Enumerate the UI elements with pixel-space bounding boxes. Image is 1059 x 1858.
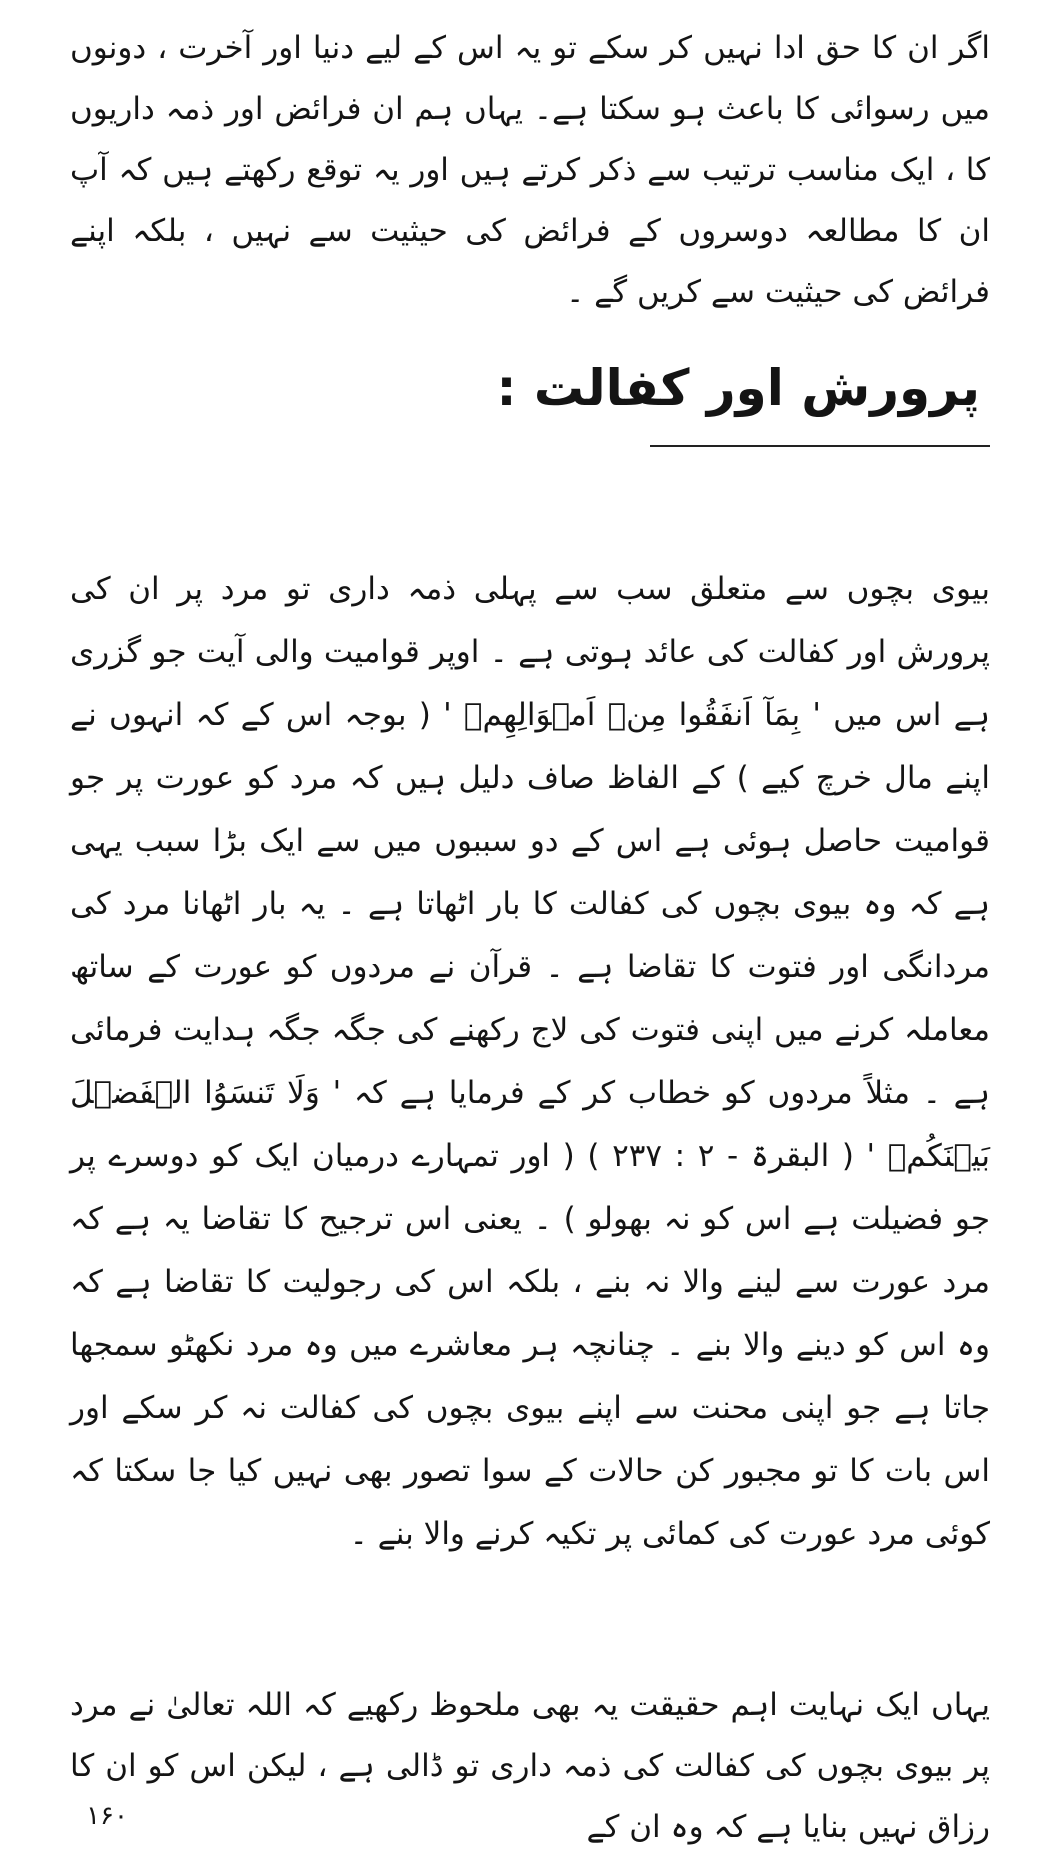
intro-paragraph: اگر ان کا حق ادا نہیں کر سکے تو یہ اس کے لیے دنیا اور آخرت ، دونوں میں رسوائی کا باعث ہو سکتا ہے۔ یہاں ہم ان فرائض اور ذمہ داریوں کا ، ایک مناسب ترتیب سے ذکر کرتے ہیں اور یہ توقع رکھتے ہیں کہ آپ ان کا مطالعہ دوسروں کے فرائض کی حیثیت سے نہیں ، بلکہ اپنے فرائض کی حیثیت سے کریں گے ۔ [70,30,990,310]
main-paragraph: بیوی بچوں سے متعلق سب سے پہلی ذمہ داری تو مرد پر ان کی پرورش اور کفالت کی عائد ہوتی ہے ۔ اوپر قوامیت والی آیت جو گزری ہے اس میں ' بِمَآ اَنفَقُوا مِنۡ اَمۡوَالِهِمۡ ' ( بوجہ اس کے کہ انہوں نے اپنے مال خرچ کیے ) کے الفاظ صاف دلیل ہیں کہ مرد کو عورت پر جو قوامیت حاصل ہوئی ہے اس کے دو سببوں میں سے ایک بڑا سبب یہی ہے کہ وہ بیوی بچوں کی کفالت کا بار اٹھاتا ہے ۔ یہ بار اٹھانا مرد کی مردانگی اور فتوت کا تقاضا ہے ۔ قرآن نے مردوں کو عورت کے ساتھ معاملہ کرنے میں اپنی فتوت کی لاج رکھنے کی جگہ جگہ ہدایت فرمائی ہے ۔ مثلاً مردوں کو خطاب کر کے فرمایا ہے کہ ' وَلَا تَنسَوُا الۡفَضۡلَ بَيۡنَكُمۡ ' ( البقرۃ - ۲ : ۲۳۷ ) ( اور تمہارے درمیان ایک کو دوسرے پر جو فضیلت ہے اس کو نہ بھولو ) ۔ یعنی اس ترجیح کا تقاضا یہ ہے کہ مرد عورت سے لینے والا نہ بنے ، بلکہ اس کی رجولیت کا تقاضا ہے کہ وہ اس کو دینے والا بنے ۔ چنانچہ ہر معاشرے میں وہ مرد نکھٹو سمجھا جاتا ہے جو اپنی محنت سے اپنے بیوی بچوں کی کفالت نہ کر سکے اور اس بات کا تو مجبور کن حالات کے سوا تصور بھی نہیں کیا جا سکتا کہ کوئی مرد عورت کی کمائی پر تکیہ کرنے والا بنے ۔ [70,571,990,1552]
closing-paragraph: یہاں ایک نہایت اہم حقیقت یہ بھی ملحوظ رکھیے کہ اللہ تعالیٰ نے مرد پر بیوی بچوں کی کفالت کی ذمہ داری تو ڈالی ہے ، لیکن اس کو ان کا رزاق نہیں بنایا ہے کہ وہ ان کے [70,1687,990,1845]
section-heading: پرورش اور کفالت : [496,359,980,417]
book-page [60,18,990,1845]
page-number: ۱۶۰ [86,1801,128,1831]
section-heading-block [70,343,990,453]
heading-underline [650,445,990,447]
